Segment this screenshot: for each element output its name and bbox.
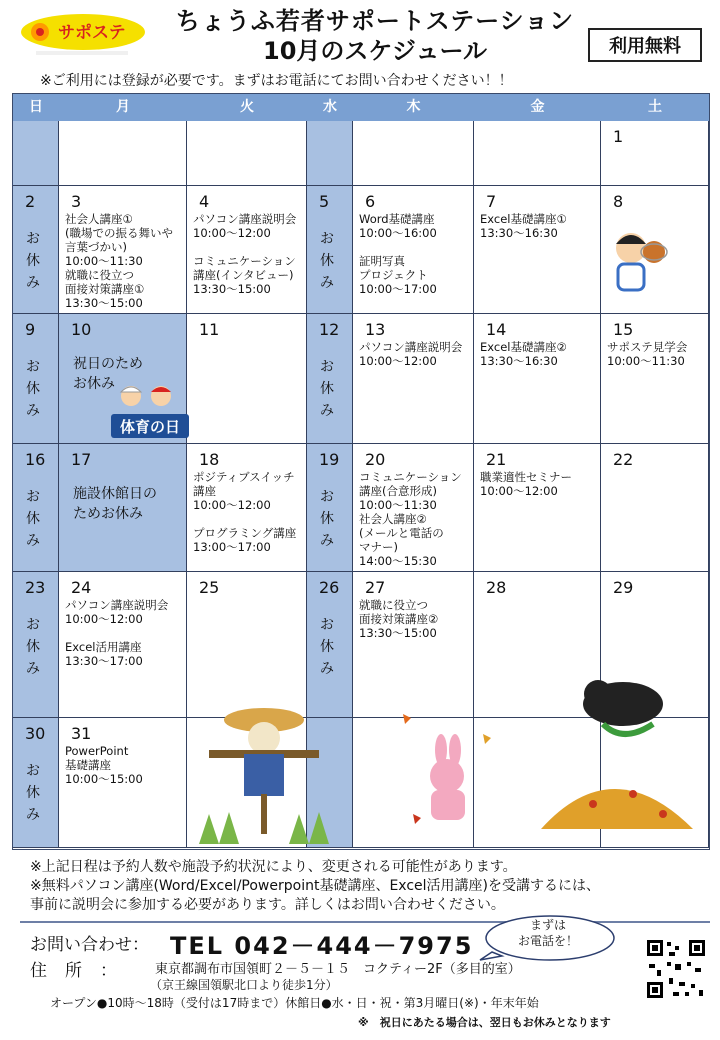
calendar-cell [59,121,187,186]
call-us-text: まずは お電話を！ [517,918,578,948]
calendar-cell [307,186,353,314]
registration-notice: ※ご利用には登録が必要です。まずはお電話にてお問い合わせください！！ [40,73,513,89]
calendar-cell [59,572,187,718]
weekday-5: 金 [474,94,601,121]
weekday-1: 月 [59,94,187,121]
event-list: PowerPoint 基礎講座 10:00～15:00 [65,744,143,786]
event-list: パソコン講座説明会 10:00～12:00 [359,340,463,368]
calendar-cell [13,186,59,314]
day-off-label: お休み [320,359,334,419]
day-off-label: お休み [26,763,40,823]
footer-note-3: 事前に説明会に参加する必要があります。詳しくはお問い合わせください。 [30,897,505,913]
calendar-cell [601,444,709,572]
leaf-pile-cat-icon [523,654,699,834]
day-number: 22 [613,450,634,469]
day-off-label: お休み [26,617,40,677]
weekday-6: 土 [601,94,709,121]
event-list: 施設休館日の ためお休み [73,486,157,522]
october-calendar [12,93,710,850]
day-off-label: お休み [320,489,334,549]
calendar-cell [353,314,474,444]
event-list: コミュニケーション 講座(合意形成) 10:00～11:30 社会人講座② (メールと電話の マナー) 14:00～15:30 [359,470,462,568]
sports-day-icon [109,380,191,446]
event-list: Excel基礎講座① 13:30～16:30 [480,212,567,240]
calendar-cell [474,186,601,314]
event-list: 就職に役立つ 面接対策講座② 13:30～15:00 [359,598,439,640]
event-list: ポジティブスイッチ 講座 10:00～12:00 プログラミング講座 13:00～17:00 [193,470,297,554]
weekday-4: 木 [353,94,474,121]
calendar-cell [601,314,709,444]
day-off-label: お休み [26,489,40,549]
calendar-cell [13,444,59,572]
day-number: 21 [486,450,507,469]
contact-label: お問い合わせ： [30,935,149,955]
calendar-cell [59,444,187,572]
child-eating-icon [609,214,669,304]
day-number: 26 [319,578,340,597]
footer-note-1: ※上記日程は予約人数や施設予約状況により、変更される可能性があります。 [30,859,517,875]
day-number: 31 [71,724,92,743]
address-label: 住所： [30,961,135,981]
event-list: パソコン講座説明会 10:00～12:00 コミュニケーション 講座(インタビュー) 13:30～15:00 [193,212,297,296]
weekday-2: 火 [187,94,307,121]
event-list: 祝日のため お休み [73,356,143,392]
day-number: 19 [319,450,340,469]
page-title-line1: ちょうふ若者サポートステーション [175,7,575,35]
calendar-cell [13,314,59,444]
qr-code-icon[interactable] [645,938,707,1000]
event-list: パソコン講座説明会 10:00～12:00 Excel活用講座 13:30～17:00 [65,598,169,668]
day-number: 6 [365,192,376,211]
day-number: 2 [25,192,36,211]
calendar-cell [187,121,307,186]
weekday-3: 水 [307,94,353,121]
day-number: 1 [613,127,624,146]
event-list: Word基礎講座 10:00～16:00 証明写真 プロジェクト 10:00～17:00 [359,212,437,296]
calendar-cell [601,121,709,186]
day-off-label: お休み [26,231,40,291]
calendar-cell [187,186,307,314]
scarecrow-icon [189,694,339,844]
calendar-cell [474,444,601,572]
calendar-cell [13,718,59,848]
event-list: サポステ見学会 10:00～11:30 [607,340,688,368]
address-note: （京王線国領駅北口より徒歩1分） [150,978,338,992]
day-number: 5 [319,192,330,211]
day-number: 24 [71,578,92,597]
calendar-cell [59,186,187,314]
calendar-cell [13,572,59,718]
calendar-cell [353,121,474,186]
calendar-cell [474,314,601,444]
day-number: 15 [613,320,634,339]
day-number: 7 [486,192,497,211]
calendar-cell [187,444,307,572]
calendar-cell [13,121,59,186]
day-number: 16 [25,450,46,469]
page-title-line2: 10月のスケジュール [263,37,487,65]
day-off-label: お休み [320,231,334,291]
calendar-cell [353,186,474,314]
day-off-label: お休み [320,617,334,677]
footer-note-2: ※無料パソコン講座(Word/Excel/Powerpoint基礎講座、Excel活用講座)を受講するには、 [30,878,600,894]
day-number: 23 [25,578,46,597]
opening-hours: オープン●10時～18時（受付は17時まで）休館日●水・日・祝・第3月曜日(※)・年末年始 [50,996,539,1010]
event-list: 職業適性セミナー 10:00～12:00 [480,470,572,498]
calendar-cell [307,314,353,444]
calendar-cell [353,444,474,572]
day-number: 29 [613,578,634,597]
rabbit-leaves-icon [383,694,503,844]
address: 東京都調布市国領町２－５－１５ コクティー2F（多目的室） [155,962,521,977]
calendar-cell [307,444,353,572]
day-number: 18 [199,450,220,469]
day-number: 3 [71,192,82,211]
sports-day-label: 体育の日 [119,418,181,436]
logo-text: サポステ [58,23,126,43]
day-number: 9 [25,320,36,339]
day-number: 4 [199,192,210,211]
saposute-logo [18,10,148,58]
day-number: 12 [319,320,340,339]
day-off-label: お休み [26,359,40,419]
calendar-cell [307,121,353,186]
phone-number[interactable]: TEL 042－444－7975 [170,932,474,960]
day-number: 11 [199,320,220,339]
holiday-note: ※ 祝日にあたる場合は、翌日もお休みとなります [358,1016,611,1029]
calendar-cell [187,314,307,444]
calendar-cell [474,121,601,186]
day-number: 30 [25,724,46,743]
day-number: 14 [486,320,507,339]
day-number: 13 [365,320,386,339]
free-badge: 利用無料 [588,28,702,62]
day-number: 10 [71,320,92,339]
day-number: 17 [71,450,92,469]
day-number: 28 [486,578,507,597]
day-number: 25 [199,578,220,597]
day-number: 27 [365,578,386,597]
event-list: 社会人講座① (職場での振る舞いや 言葉づかい) 10:00～11:30 就職に役立つ 面接対策講座① 13:30～15:00 [65,212,173,310]
event-list: Excel基礎講座② 13:30～16:30 [480,340,567,368]
day-number: 8 [613,192,624,211]
day-number: 20 [365,450,386,469]
calendar-cell [59,718,187,848]
weekday-0: 日 [13,94,59,121]
